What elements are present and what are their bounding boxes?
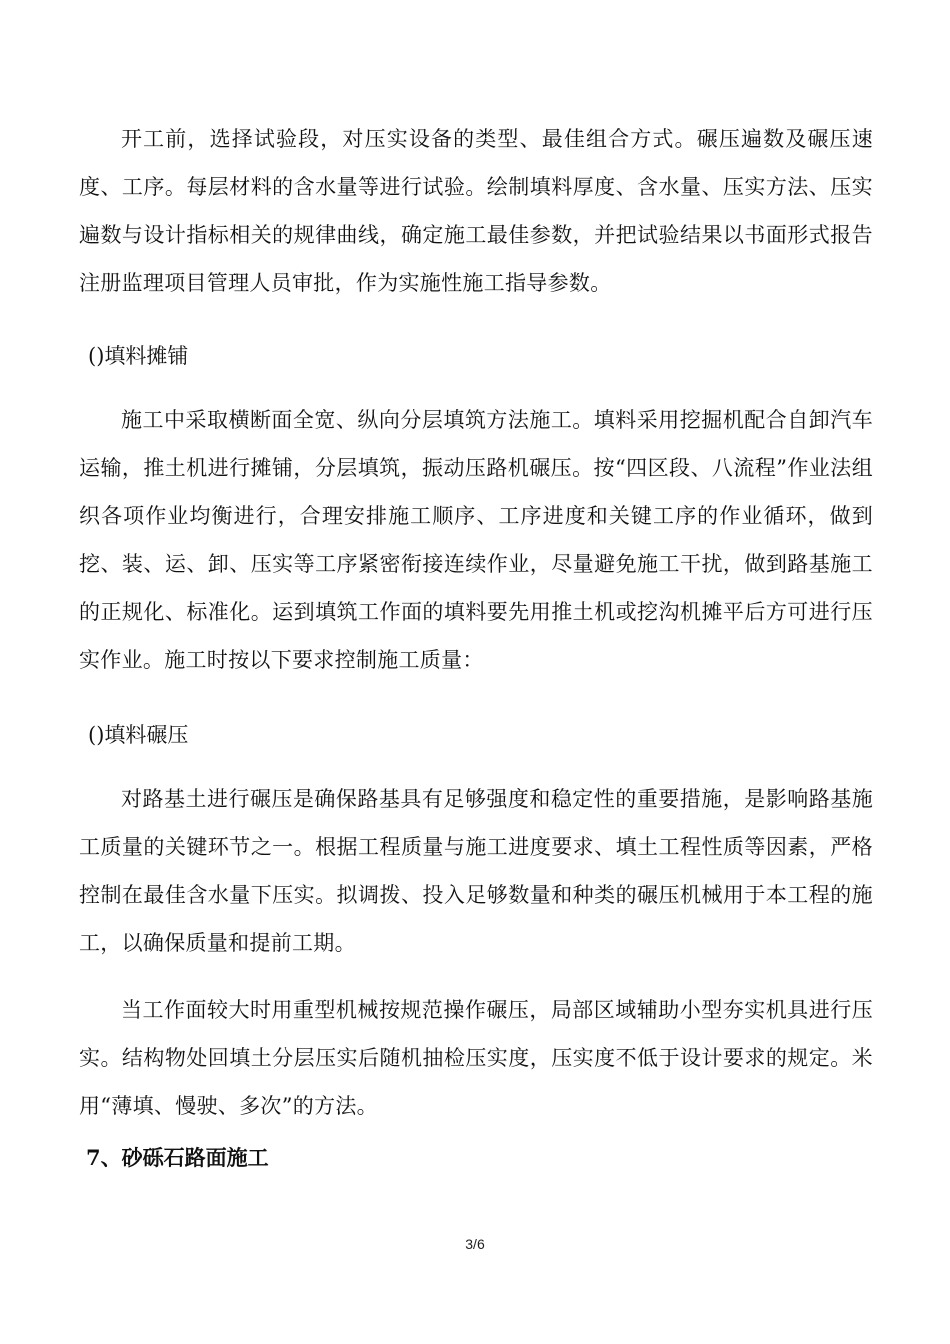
heading-fill-spreading: ()填料摊铺 (88, 344, 189, 368)
paragraph-fill-spreading: 施工中采取横断面全宽、纵向分层填筑方法施工。填料采用挖掘机配合自卸汽车运输，推土机进行摊铺，分层填筑，振动压路机碾压。按“四区段、八流程”作业法组织各项作业均衡进行，合理安排施工顺序、工序进度和关键工序的作业循环，做到挖、装、运、卸、压实等工序紧密衔接连续作业，尽量避免施工干扰，做到路基施工的正规化、标准化。运到填筑工作面的填料要先用推土机或挖沟机摊平后方可进行压实作业。施工时按以下要求控制施工质量： (79, 408, 873, 672)
heading-gravel-pavement: 7、砂砾石路面施工 (86, 1145, 269, 1170)
paragraph-test-section: 开工前，选择试验段，对压实设备的类型、最佳组合方式。碾压遍数及碾压速度、工序。每层材料的含水量等进行试验。绘制填料厚度、含水量、压实方法、压实遍数与设计指标相关的规律曲线，确定施工最佳参数，并把试验结果以书面形式报告注册监理项目管理人员审批，作为实施性施工指导参数。 (79, 127, 873, 295)
paragraph-heavy-machinery: 当工作面较大时用重型机械按规范操作碾压，局部区域辅助小型夯实机具进行压实。结构物处回填土分层压实后随机抽检压实度，压实度不低于设计要求的规定。米用“薄填、慢驶、多次”的方法。 (79, 998, 873, 1118)
page-number: 3/6 (465, 1236, 485, 1252)
heading-fill-compaction: ()填料碾压 (88, 723, 189, 747)
paragraph-fill-compaction: 对路基土进行碾压是确保路基具有足够强度和稳定性的重要措施，是影响路基施工质量的关键环节之一。根据工程质量与施工进度要求、填土工程性质等因素，严格控制在最佳含水量下压实。拟调拨、投入足够数量和种类的碾压机械用于本工程的施工，以确保质量和提前工期。 (79, 787, 873, 955)
